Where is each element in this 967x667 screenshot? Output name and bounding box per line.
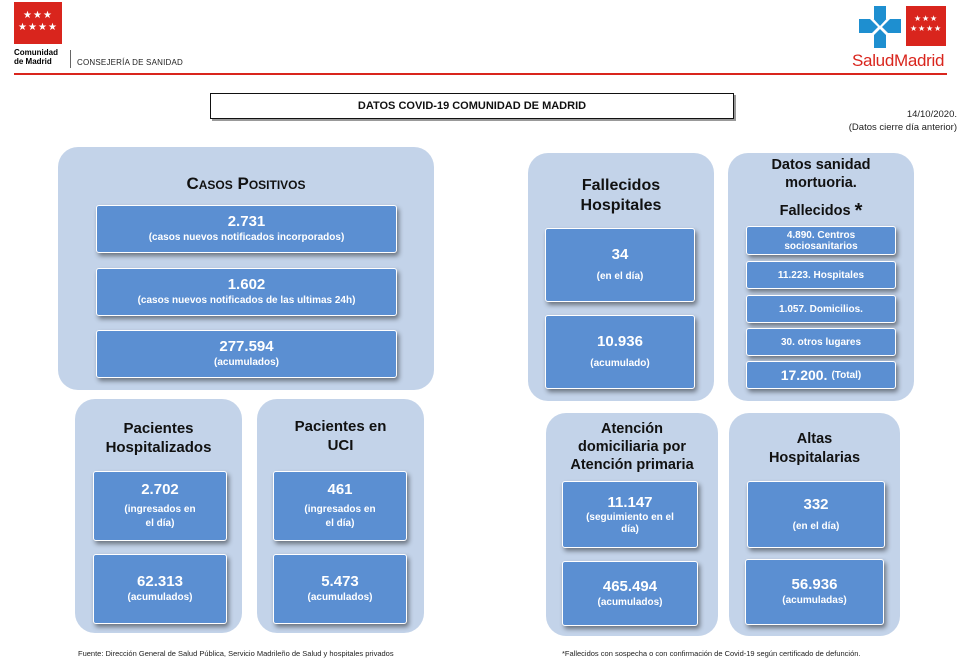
consejeria-label: CONSEJERÍA DE SANIDAD bbox=[77, 58, 184, 67]
uci-title-line1: Pacientes en bbox=[294, 418, 387, 435]
header-divider bbox=[14, 73, 947, 75]
comunidad-madrid-logo: ★ ★ ★ ★ ★ ★ ★ bbox=[14, 2, 62, 44]
altas-dia-value: 332 bbox=[803, 495, 829, 513]
uci-panel bbox=[257, 399, 424, 633]
fallecidos-dia-tile bbox=[545, 228, 695, 302]
mortuoria-sociosanitarios-line1: 4.890. Centros bbox=[786, 229, 856, 241]
mortuoria-domicilios-value: 1.057. Domicilios. bbox=[779, 303, 863, 315]
mortuoria-sociosanitarios-line2: sociosanitarios bbox=[784, 240, 858, 252]
uci-acumulados-label: (acumulados) bbox=[307, 592, 373, 603]
atencion-title-line1: Atención bbox=[600, 421, 664, 437]
atencion-seguimiento-tile bbox=[562, 481, 698, 548]
altas-hospitalarias-panel bbox=[729, 413, 900, 636]
casos-acumulados-label: (acumulados) bbox=[213, 357, 279, 368]
hospitalizados-dia-label-2: el día) bbox=[145, 518, 175, 529]
mortuoria-asterisk: * bbox=[854, 200, 863, 222]
casos-positivos-panel bbox=[58, 147, 434, 390]
casos-nuevos-24h-value: 1.602 bbox=[227, 276, 266, 293]
uci-acumulados-tile bbox=[273, 554, 407, 624]
atencion-primaria-panel bbox=[546, 413, 718, 636]
page-title: DATOS COVID-19 COMUNIDAD DE MADRID bbox=[210, 93, 734, 119]
atencion-title-line3: Atención primaria bbox=[570, 457, 694, 473]
mortuoria-title-line1: Datos sanidad bbox=[771, 157, 871, 173]
altas-dia-tile bbox=[747, 481, 885, 548]
report-date-value: 14/10/2020. bbox=[906, 109, 957, 120]
fallecidos-hospitales-title bbox=[528, 176, 714, 216]
hospitalizados-title-line2: Hospitalizados bbox=[105, 439, 212, 456]
hospitalizados-acumulados-value: 62.313 bbox=[137, 573, 183, 590]
casos-positivos-title: Casos Positivos bbox=[186, 174, 306, 193]
comunidad-madrid-wordmark bbox=[14, 48, 58, 66]
mortuoria-hospitales-tile bbox=[746, 261, 896, 289]
altas-acumuladas-label: (acumuladas) bbox=[782, 595, 847, 606]
altas-acumuladas-value: 56.936 bbox=[791, 576, 838, 593]
report-date bbox=[849, 108, 957, 134]
mortuoria-title-line3 bbox=[728, 202, 914, 220]
uci-acumulados-value: 5.473 bbox=[321, 573, 359, 590]
casos-nuevos-24h-label: (casos nuevos notificados de las ultimas 24h) bbox=[137, 295, 356, 306]
atencion-acumulados-label: (acumulados) bbox=[597, 596, 663, 608]
mortuoria-otros-lugares-tile bbox=[746, 328, 896, 356]
mortuoria-sociosanitarios-tile bbox=[746, 226, 896, 255]
atencion-acumulados-tile bbox=[562, 561, 698, 626]
hospitalizados-dia-label-1: (ingresados en bbox=[124, 504, 196, 515]
altas-acumuladas-tile bbox=[745, 559, 884, 625]
altas-title-line1: Altas bbox=[796, 431, 833, 447]
mortuoria-hospitales-value: 11.223. Hospitales bbox=[777, 269, 865, 281]
casos-acumulados-value: 277.594 bbox=[219, 338, 274, 355]
altas-hospitalarias-title bbox=[729, 430, 900, 468]
hospitalizados-dia-value: 2.702 bbox=[141, 481, 179, 498]
altas-dia-label: (en el día) bbox=[792, 520, 840, 532]
sanidad-mortuoria-title bbox=[728, 156, 914, 220]
salud-madrid-flag-logo: ★ ★ ★ ★ ★ ★ ★ bbox=[906, 6, 946, 46]
header-separator bbox=[70, 50, 71, 68]
fallecidos-title-line2: Hospitales bbox=[580, 197, 662, 214]
uci-title-line2: UCI bbox=[327, 437, 354, 454]
casos-acumulados-tile bbox=[96, 330, 397, 378]
fallecidos-title-line1: Fallecidos bbox=[581, 177, 661, 194]
fallecidos-dia-value: 34 bbox=[611, 246, 629, 263]
mortuoria-total-tile bbox=[746, 361, 896, 389]
cm-logo-line1: Comunidad bbox=[14, 48, 58, 57]
atencion-title-line2: domiciliaria por bbox=[578, 439, 686, 455]
casos-nuevos-incorporados-value: 2.731 bbox=[227, 213, 266, 230]
fallecidos-footnote: *Fallecidos con sospecha o con confirmación de Covid-19 según certificado de defunción. bbox=[562, 649, 861, 658]
source-note: Fuente: Dirección General de Salud Pública, Servicio Madrileño de Salud y hospitales privados bbox=[78, 649, 394, 658]
fallecidos-acumulado-tile bbox=[545, 315, 695, 389]
uci-dia-label-2: el día) bbox=[325, 518, 355, 529]
salud-madrid-wordmark: SaludMadrid bbox=[852, 51, 945, 70]
fallecidos-acumulado-label: (acumulado) bbox=[590, 358, 650, 369]
casos-nuevos-incorporados-tile bbox=[96, 205, 397, 253]
salud-madrid-cross-icon bbox=[857, 4, 903, 50]
fallecidos-hospitales-panel bbox=[528, 153, 714, 401]
hospitalizados-title bbox=[75, 419, 242, 457]
casos-nuevos-24h-tile bbox=[96, 268, 397, 316]
fallecidos-acumulado-value: 10.936 bbox=[597, 333, 643, 350]
mortuoria-title-line2: mortuoria. bbox=[785, 175, 857, 191]
sanidad-mortuoria-panel bbox=[728, 153, 914, 401]
uci-dia-tile bbox=[273, 471, 407, 541]
hospitalizados-acumulados-label: (acumulados) bbox=[127, 592, 193, 603]
mortuoria-total-value: 17.200. bbox=[780, 367, 828, 383]
casos-nuevos-incorporados-label: (casos nuevos notificados incorporados) bbox=[148, 232, 345, 243]
atencion-primaria-title bbox=[546, 420, 718, 474]
uci-dia-value: 461 bbox=[327, 481, 353, 498]
atencion-seguimiento-label-1: (seguimiento en el bbox=[586, 511, 674, 523]
fallecidos-dia-label: (en el día) bbox=[596, 271, 644, 282]
mortuoria-total-label: (Total) bbox=[831, 369, 862, 381]
atencion-seguimiento-label-2: día) bbox=[621, 523, 639, 535]
hospitalizados-panel bbox=[75, 399, 242, 633]
mortuoria-fallecidos-label: Fallecidos bbox=[779, 203, 851, 219]
report-date-note: (Datos cierre día anterior) bbox=[848, 122, 957, 133]
mortuoria-otros-lugares-value: 30. otros lugares bbox=[780, 336, 862, 348]
atencion-seguimiento-value: 11.147 bbox=[607, 493, 653, 511]
uci-title bbox=[257, 417, 424, 455]
hospitalizados-title-line1: Pacientes bbox=[123, 420, 194, 437]
altas-title-line2: Hospitalarias bbox=[768, 450, 861, 466]
uci-dia-label-1: (ingresados en bbox=[304, 504, 376, 515]
hospitalizados-acumulados-tile bbox=[93, 554, 227, 624]
atencion-acumulados-value: 465.494 bbox=[602, 577, 658, 595]
cm-logo-line2: de Madrid bbox=[14, 57, 52, 66]
hospitalizados-dia-tile bbox=[93, 471, 227, 541]
mortuoria-domicilios-tile bbox=[746, 295, 896, 323]
